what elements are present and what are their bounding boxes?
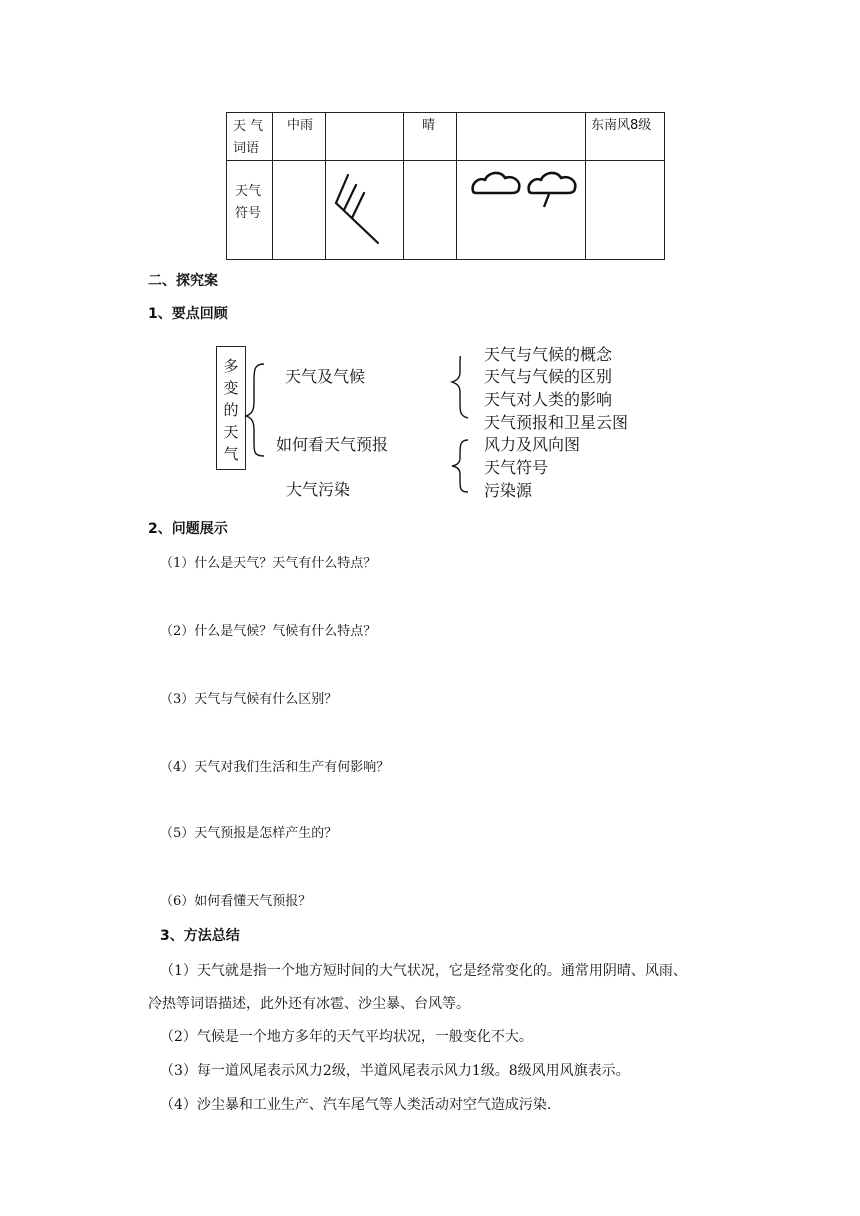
table-row-symbols — [227, 161, 665, 260]
table-cell — [326, 161, 404, 260]
root-char: 的 — [223, 401, 239, 419]
summary-paragraph: （4）沙尘暴和工业生产、汽车尾气等人类活动对空气造成污染. — [160, 1097, 552, 1113]
row-header-symbols — [227, 161, 273, 260]
weather-table — [226, 112, 665, 260]
weather-word: 晴 — [422, 118, 436, 133]
weather-word — [457, 113, 585, 116]
row-header-words — [227, 113, 273, 161]
mindmap-branch: 天气及气候 — [285, 367, 366, 386]
row-header-line: 符号 — [235, 206, 262, 221]
mindmap-leaf: 污染源 — [484, 481, 533, 500]
question-item: （6）如何看懂天气预报？ — [160, 894, 312, 909]
mindmap-leaf: 天气与气候的区别 — [484, 367, 613, 386]
root-char: 多 — [223, 357, 239, 375]
summary-paragraph: （2）气候是一个地方多年的天气平均状况，一般变化不大。 — [160, 1029, 533, 1045]
summary-paragraph: 冷热等词语描述，此外还有冰雹、沙尘暴、台风等。 — [148, 996, 470, 1012]
table-row-words — [227, 113, 665, 161]
table-cell — [273, 113, 326, 161]
wind-barb-icon — [326, 161, 404, 255]
table-cell — [586, 161, 665, 260]
weather-word: 东南风8级 — [591, 118, 652, 133]
table-cell — [457, 161, 586, 260]
row-header-line: 天 气 — [233, 119, 264, 134]
mindmap-leaf: 风力及风向图 — [484, 435, 581, 454]
question-item: （3）天气与气候有什么区别？ — [160, 692, 338, 707]
cloud-and-cloud-rain-icon — [457, 161, 586, 255]
mindmap-leaf: 天气符号 — [484, 458, 549, 477]
summary-paragraph: （1）天气就是指一个地方短时间的大气状况，它是经常变化的。通常用阴晴、风雨、 — [160, 963, 687, 979]
weather-word — [326, 113, 403, 116]
root-char: 气 — [223, 445, 239, 463]
subsection-title: 2、问题展示 — [148, 521, 228, 537]
mindmap-branch: 如何看天气预报 — [276, 435, 389, 454]
table-cell — [326, 113, 404, 161]
row-header-line: 词语 — [233, 141, 260, 156]
table-cell — [586, 113, 665, 161]
question-item: （1）什么是天气？天气有什么特点？ — [160, 556, 377, 571]
row-header-line: 天气 — [235, 184, 262, 199]
subsection-title: 3、方法总结 — [160, 928, 240, 944]
root-char: 天 — [223, 423, 239, 441]
subsection-title: 1、要点回顾 — [148, 306, 228, 322]
mindmap-leaf: 天气与气候的概念 — [484, 345, 613, 364]
table-cell — [457, 113, 586, 161]
question-item: （5）天气预报是怎样产生的？ — [160, 826, 338, 841]
mindmap-leaf: 天气对人类的影响 — [484, 390, 613, 409]
table-cell — [404, 161, 457, 260]
section-title: 二、探究案 — [148, 273, 218, 289]
weather-word: 中雨 — [287, 118, 314, 133]
table-cell — [273, 161, 326, 260]
mindmap-branch: 大气污染 — [286, 480, 351, 499]
table-cell — [404, 113, 457, 161]
root-char: 变 — [223, 379, 239, 397]
question-item: （2）什么是气候？气候有什么特点？ — [160, 624, 377, 639]
mindmap-leaf: 天气预报和卫星云图 — [484, 413, 629, 432]
summary-paragraph: （3）每一道风尾表示风力2级，半道风尾表示风力1级。8级风用风旗表示。 — [160, 1063, 630, 1079]
question-item: （4）天气对我们生活和生产有何影响？ — [160, 760, 390, 775]
